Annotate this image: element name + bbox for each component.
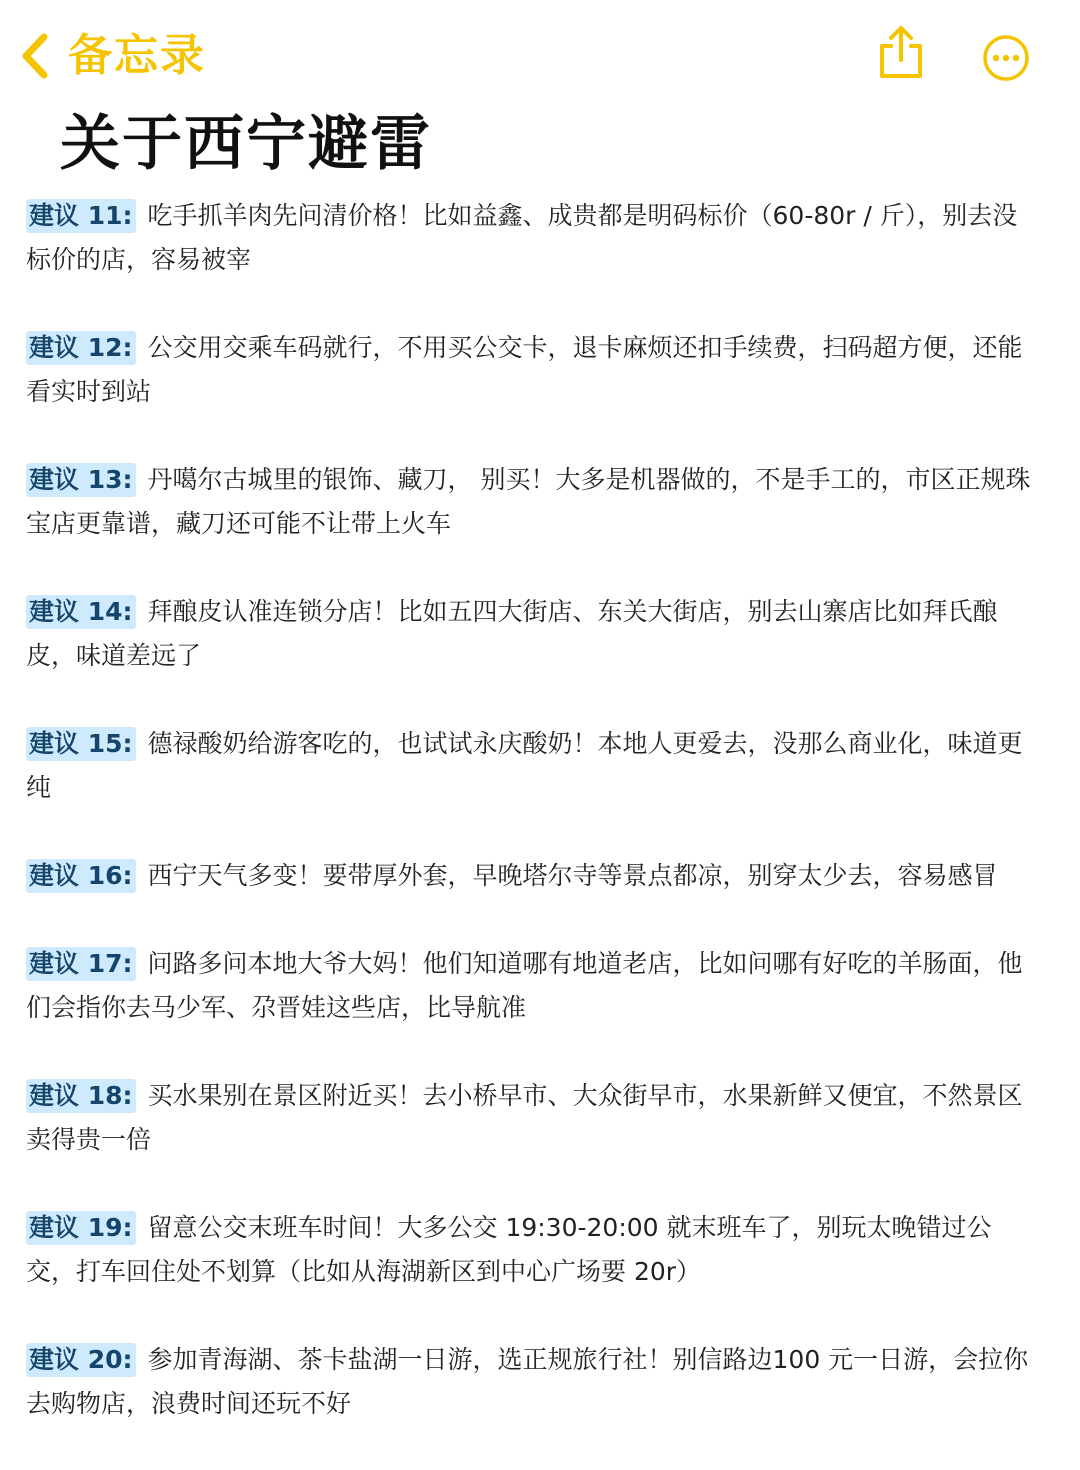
tip-text: 问路多问本地大爷大妈！他们知道哪有地道老店，比如问哪有好吃的羊肠面，他们会指你去马少军、尕晋娃这些店，比导航准 <box>26 949 1023 1022</box>
share-icon <box>874 24 928 82</box>
more-options-button[interactable] <box>982 34 1030 82</box>
tip-label: 建议 11: <box>26 199 136 233</box>
tip-label: 建议 15: <box>26 727 136 761</box>
tip-label: 建议 12: <box>26 331 136 365</box>
back-button-label: 备忘录 <box>68 30 206 81</box>
tip-item <box>26 942 1036 1030</box>
tips-list <box>26 194 1036 1470</box>
tip-text: 参加青海湖、茶卡盐湖一日游，选正规旅行社！别信路边100 元一日游，会拉你去购物店，浪费时间还玩不好 <box>26 1345 1029 1418</box>
tip-item <box>26 854 1036 898</box>
top-navigation-bar <box>0 0 1080 110</box>
tip-text: 西宁天气多变！要带厚外套，早晚塔尔寺等景点都凉，别穿太少去，容易感冒 <box>147 861 998 890</box>
tip-text: 吃手抓羊肉先问清价格！比如益鑫、成贵都是明码标价（60-80r / 斤），别去没标价的店，容易被宰 <box>26 201 1018 274</box>
chevron-left-icon <box>20 33 50 79</box>
tip-label: 建议 16: <box>26 859 136 893</box>
tip-item <box>26 326 1036 414</box>
tip-text: 拜酿皮认准连锁分店！比如五四大街店、东关大街店，别去山寨店比如拜氏酿皮，味道差远了 <box>26 597 998 670</box>
tip-text: 德禄酸奶给游客吃的，也试试永庆酸奶！本地人更爱去，没那么商业化，味道更纯 <box>26 729 1023 802</box>
note-title: 关于西宁避雷 <box>60 109 432 179</box>
tip-text: 丹噶尔古城里的银饰、藏刀， 别买！大多是机器做的，不是手工的，市区正规珠宝店更靠谱，藏刀还可能不让带上火车 <box>26 465 1031 538</box>
tip-item <box>26 1338 1036 1426</box>
tip-label: 建议 17: <box>26 947 136 981</box>
tip-item <box>26 194 1036 282</box>
tip-text: 买水果别在景区附近买！去小桥早市、大众街早市，水果新鲜又便宜，不然景区卖得贵一倍 <box>26 1081 1023 1154</box>
tip-item <box>26 1206 1036 1294</box>
tip-label: 建议 20: <box>26 1343 136 1377</box>
tip-label: 建议 18: <box>26 1079 136 1113</box>
tip-item <box>26 722 1036 810</box>
tip-item <box>26 1074 1036 1162</box>
tip-text: 留意公交末班车时间！大多公交 19:30-20:00 就末班车了，别玩太晚错过公交，打车回住处不划算（比如从海湖新区到中心广场要 20r） <box>26 1213 992 1286</box>
tip-item <box>26 458 1036 546</box>
tip-text: 公交用交乘车码就行，不用买公交卡，退卡麻烦还扣手续费，扫码超方便，还能看实时到站 <box>26 333 1023 406</box>
back-button[interactable] <box>20 28 206 84</box>
tip-label: 建议 14: <box>26 595 136 629</box>
tip-label: 建议 19: <box>26 1211 136 1245</box>
more-icon <box>982 34 1030 82</box>
tip-label: 建议 13: <box>26 463 136 497</box>
tip-item <box>26 590 1036 678</box>
share-button[interactable] <box>874 24 928 82</box>
